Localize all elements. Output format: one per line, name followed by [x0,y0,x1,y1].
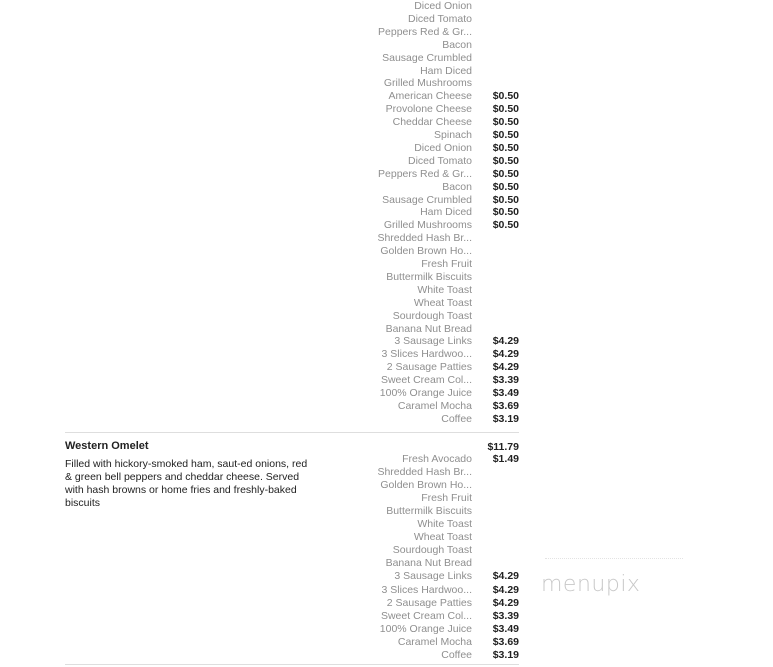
option-price: $3.49 [492,622,519,635]
option-price: $0.50 [492,180,519,193]
option-name: Banana Nut Bread [385,322,472,335]
option-name: Diced Tomato [407,154,472,167]
option-price: $4.29 [492,596,519,609]
option-name: Fresh Fruit [421,258,472,270]
option-name: Bacon [442,180,472,193]
option-name: White Toast [417,283,472,296]
option-name: Sourdough Toast [392,309,472,322]
option-name: Buttermilk Biscuits [386,505,472,518]
option-name: Ham Diced [420,206,472,219]
option-price: $0.50 [492,193,519,206]
option-price: $4.29 [492,335,519,348]
option-name: Ham Diced [420,64,472,77]
option-name: Spinach [434,129,472,141]
option-name: Diced Tomato [407,12,472,25]
option-name: 3 Slices Hardwoo... [381,583,472,596]
option-price: $3.39 [492,609,519,622]
option-price: $3.39 [492,374,519,387]
option-name: Grilled Mushrooms [383,219,472,232]
option-name: Sausage Crumbled [382,193,472,206]
item-description: Filled with hickory-smoked ham, saut-ed onions, red & green bell peppers and cheddar cheese. Served with hash browns or home fries and freshly-baked biscuits [65,458,308,509]
option-price: $0.50 [492,219,519,232]
option-name: Sausage Crumbled [382,51,472,64]
option-name: Sweet Cream Col... [380,609,472,622]
option-name: American Cheese [388,90,472,103]
option-name: Wheat Toast [413,531,472,544]
item-price: $11.79 [487,441,519,453]
option-price: $0.50 [492,116,519,129]
option-name: Buttermilk Biscuits [386,270,472,283]
watermark-logo: menupix [541,572,641,597]
option-name: 100% Orange Juice [379,622,472,635]
option-price: $4.29 [492,583,519,596]
option-price: $4.29 [492,348,519,361]
option-price: $4.29 [492,361,519,374]
option-price: $3.19 [492,648,519,661]
option-name: Coffee [441,412,472,425]
option-name: Caramel Mocha [397,635,472,648]
option-name: 100% Orange Juice [379,387,472,399]
option-price: $3.69 [492,635,519,648]
option-name: Shredded Hash Br... [377,466,472,479]
option-name: Golden Brown Ho... [380,479,472,492]
option-name: Caramel Mocha [397,399,472,412]
option-price: $0.50 [492,206,519,219]
option-name: Bacon [442,38,472,51]
option-price: $1.49 [492,453,519,465]
option-price: $0.50 [492,167,519,180]
option-price: $3.49 [492,387,519,399]
option-name: 2 Sausage Patties [386,596,472,609]
option-name: Golden Brown Ho... [380,245,472,258]
option-name: 3 Sausage Links [394,570,472,583]
option-name: 3 Slices Hardwoo... [381,348,472,361]
option-price: $4.29 [492,570,519,583]
option-name: Grilled Mushrooms [383,77,472,90]
option-name: Peppers Red & Gr... [378,167,472,180]
option-name: Sourdough Toast [392,544,472,557]
option-price: $0.50 [492,103,519,116]
option-name: 2 Sausage Patties [386,361,472,374]
option-name: Provolone Cheese [385,103,472,116]
option-price: $0.50 [492,90,519,103]
option-name: Peppers Red & Gr... [378,25,472,38]
option-name: Fresh Fruit [421,492,472,505]
option-name: White Toast [417,518,472,531]
option-price: $0.50 [492,141,519,154]
option-name: Diced Onion [414,0,472,12]
option-name: Fresh Avocado [402,453,472,465]
section-divider [65,432,519,433]
option-price: $3.69 [492,399,519,412]
option-price: $0.50 [492,154,519,167]
option-price: $0.50 [492,129,519,141]
option-price: $3.19 [492,412,519,425]
option-name: Diced Onion [414,141,472,154]
item-title: Western Omelet [65,440,149,452]
option-name: Wheat Toast [413,296,472,309]
option-name: Banana Nut Bread [385,557,472,570]
bottom-divider [65,664,519,665]
option-name: Coffee [441,648,472,661]
option-name: 3 Sausage Links [394,335,472,348]
option-name: Sweet Cream Col... [380,374,472,387]
option-name: Shredded Hash Br... [377,232,472,245]
option-name: Cheddar Cheese [392,116,472,129]
watermark-rule [545,558,683,560]
